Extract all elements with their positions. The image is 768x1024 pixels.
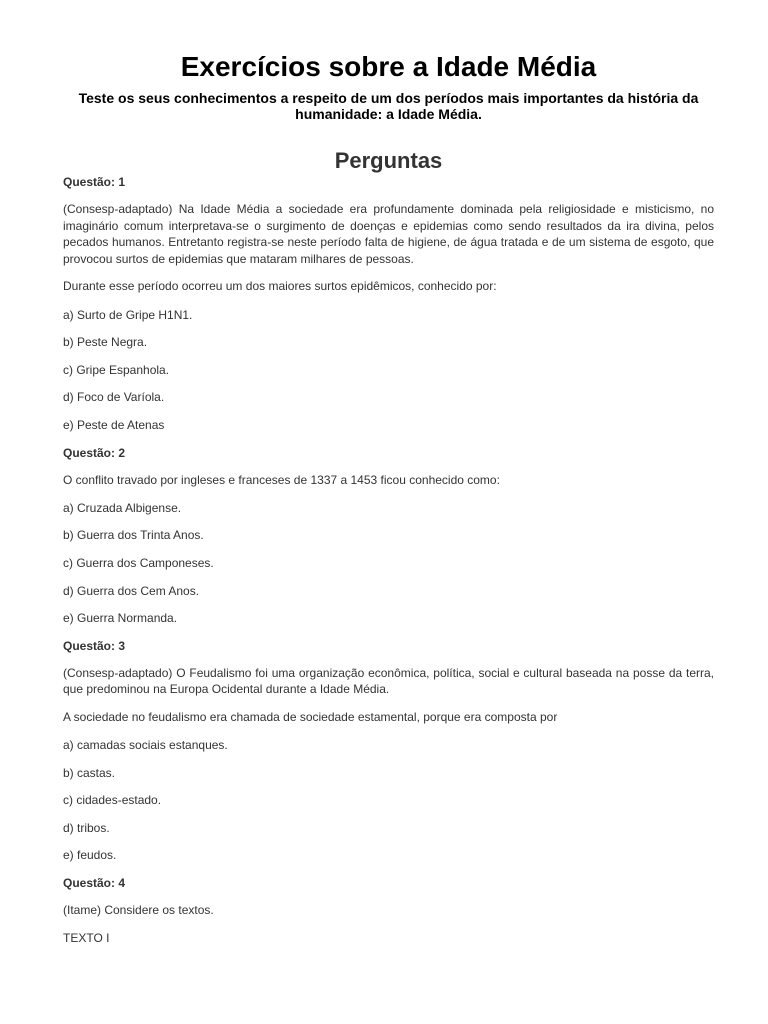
answer-option: a) camadas sociais estanques. xyxy=(63,738,228,753)
question-block xyxy=(63,174,714,433)
question-text: (Itame) Considere os textos. xyxy=(63,903,214,918)
answer-option: e) feudos. xyxy=(63,848,117,863)
question-heading: Questão: 4 xyxy=(63,876,126,891)
answer-option: d) Foco de Varíola. xyxy=(63,390,165,405)
question-block xyxy=(63,875,714,946)
answer-option: c) cidades-estado. xyxy=(63,793,162,808)
answer-option: b) castas. xyxy=(63,765,116,780)
questions-list xyxy=(63,174,714,946)
answer-option: a) Cruzada Albigense. xyxy=(63,500,182,515)
question-text: O conflito travado por ingleses e franceses de 1337 a 1453 ficou conhecido como: xyxy=(63,472,500,487)
question-text: Durante esse período ocorreu um dos maiores surtos epidêmicos, conhecido por: xyxy=(63,279,497,294)
question-heading: Questão: 3 xyxy=(63,638,126,653)
answer-option: c) Gripe Espanhola. xyxy=(63,362,170,377)
answer-option: e) Guerra Normanda. xyxy=(63,611,178,626)
document-page xyxy=(63,50,714,946)
page-title: Exercícios sobre a Idade Média xyxy=(180,51,597,82)
question-text: (Consesp-adaptado) O Feudalismo foi uma organização econômica, política, social e cultural baseada na posse da terra, que predominou na Europa Ocidental durante a Idade Média. xyxy=(63,665,714,697)
question-block xyxy=(63,445,714,627)
question-text: TEXTO I xyxy=(63,930,110,945)
answer-option: d) Guerra dos Cem Anos. xyxy=(63,583,200,598)
answer-option: d) tribos. xyxy=(63,820,110,835)
question-text: (Consesp-adaptado) Na Idade Média a sociedade era profundamente dominada pela religiosidade e misticismo, no imaginário comum interpretava-se o surgimento de doenças e epidemias como sendo resultados da ira divina, pelos pecados humanos. Entretanto registra-se neste período falta de higiene, de água tratada e de um sistema de esgoto, que provocou surtos de epidemias que mataram milhares de pessoas. xyxy=(63,202,714,266)
question-block xyxy=(63,638,714,864)
question-heading: Questão: 2 xyxy=(63,445,126,460)
question-text: A sociedade no feudalismo era chamada de sociedade estamental, porque era composta por xyxy=(63,709,558,724)
answer-option: a) Surto de Gripe H1N1. xyxy=(63,307,193,322)
answer-option: c) Guerra dos Camponeses. xyxy=(63,555,214,570)
answer-option: b) Peste Negra. xyxy=(63,335,148,350)
answer-option: e) Peste de Atenas xyxy=(63,417,165,432)
answer-option: b) Guerra dos Trinta Anos. xyxy=(63,528,204,543)
section-title: Perguntas xyxy=(334,148,443,173)
page-subtitle: Teste os seus conhecimentos a respeito de um dos períodos mais importantes da história da humanidade: a Idade Média. xyxy=(78,90,699,122)
question-heading: Questão: 1 xyxy=(63,175,126,189)
